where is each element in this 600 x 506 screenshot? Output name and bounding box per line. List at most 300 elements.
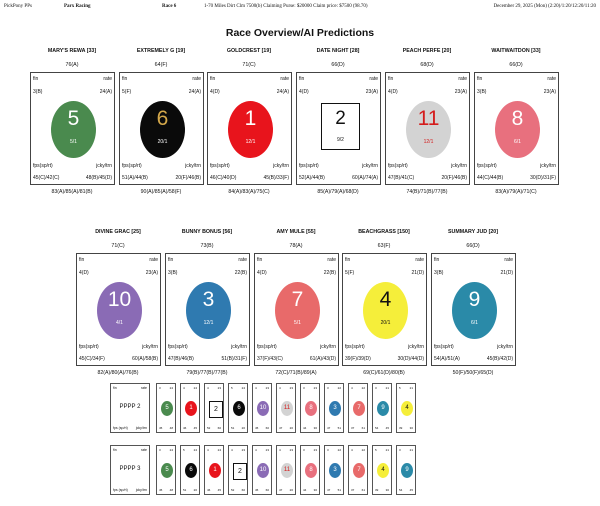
jcky-label: jcky/trn bbox=[231, 344, 247, 350]
rate-label: rate bbox=[547, 76, 556, 82]
fin-label: fin bbox=[113, 448, 117, 452]
fps-label: fps(sp/rt) bbox=[345, 344, 365, 350]
program-number: 6 bbox=[237, 405, 241, 411]
jcky-label: jcky/trn bbox=[185, 163, 201, 169]
fps-value: 45 bbox=[159, 488, 163, 492]
race-conditions: 1-70 Miles Dirt Clm 7500(b) Claiming Purse: $20000 Claim price: $7500 (98.70) bbox=[204, 4, 368, 9]
fin-value: 4 bbox=[255, 386, 257, 390]
fps-value: 37 bbox=[351, 488, 355, 492]
fps-value: 37(F)/43(C) bbox=[257, 356, 283, 362]
program-number: 5 bbox=[67, 107, 80, 130]
rate-label: rate bbox=[192, 76, 201, 82]
fps-value: 46(C)/40(D) bbox=[210, 175, 237, 181]
rate-value: 23 bbox=[265, 386, 269, 390]
rate-value: 24 bbox=[217, 448, 221, 452]
saddlecloth-oval bbox=[275, 282, 320, 339]
speed-figures: 74(B)/71(B)/77(B) bbox=[406, 189, 448, 195]
jcky-value: 60 bbox=[217, 426, 221, 430]
program-number: 7 bbox=[357, 467, 361, 473]
jcky-value: 51 bbox=[337, 488, 341, 492]
fps-value: 44 bbox=[303, 426, 307, 430]
rate-value: 24 bbox=[169, 386, 173, 390]
rate-value: 22(B) bbox=[323, 270, 336, 276]
rate-value: 24 bbox=[241, 386, 245, 390]
jcky-value: 45(B)/33(F) bbox=[263, 175, 289, 181]
fin-value: 4 bbox=[351, 386, 353, 390]
rate-label: rate bbox=[369, 76, 378, 82]
saddlecloth-oval bbox=[185, 463, 197, 478]
fin-value: 4 bbox=[351, 448, 353, 452]
morning-line-odds: 20/1 bbox=[380, 320, 391, 326]
rate-value: 24 bbox=[193, 386, 197, 390]
rate-value: 22 bbox=[361, 448, 365, 452]
program-number: 4 bbox=[381, 467, 385, 473]
program-number: 2 bbox=[238, 468, 242, 475]
jcky-value: 30 bbox=[385, 488, 389, 492]
fps-value: 46 bbox=[207, 488, 211, 492]
rate-value: 23 bbox=[289, 386, 293, 390]
speed-figures: 82(A)/80(A)/76(B) bbox=[97, 370, 139, 376]
horse-name: AMY MULE [55] bbox=[276, 229, 316, 235]
program-number: 2 bbox=[214, 406, 218, 413]
fps-value: 44(C)/44(B) bbox=[477, 175, 504, 181]
jcky-value: 60 bbox=[241, 488, 245, 492]
saddlecloth-box bbox=[233, 463, 247, 480]
saddlecloth-box bbox=[321, 103, 360, 150]
horse-card[interactable] bbox=[385, 72, 470, 185]
fin-value: 4(D) bbox=[388, 89, 398, 95]
jcky-value: 51(B)/31(F) bbox=[221, 356, 247, 362]
pppp-mini-card[interactable] bbox=[228, 383, 248, 433]
fps-label: fps(sp/rt) bbox=[257, 344, 277, 350]
fps-value: 54 bbox=[399, 488, 403, 492]
horse-rating: 66(D) bbox=[509, 62, 523, 68]
jcky-value: 60(A)/58(B) bbox=[132, 356, 158, 362]
morning-line-odds: 5/1 bbox=[294, 320, 301, 326]
pppp-label: PPPP 2 bbox=[119, 404, 141, 410]
horse-name: SUMMARY JUD [20] bbox=[447, 229, 499, 235]
rate-value: 24 bbox=[169, 448, 173, 452]
app-name: PickPony PPs bbox=[4, 4, 32, 9]
jcky-value: 60 bbox=[265, 488, 269, 492]
pppp-mini-card[interactable] bbox=[372, 383, 392, 433]
pppp-mini-card[interactable] bbox=[228, 445, 248, 495]
rate-label: rate bbox=[415, 257, 424, 263]
pppp-label-card bbox=[110, 445, 150, 495]
fps-label: fps(sp/rt) bbox=[434, 344, 454, 350]
fps-value: 51 bbox=[183, 488, 187, 492]
horse-card[interactable] bbox=[207, 72, 292, 185]
rate-label: rate bbox=[504, 257, 513, 263]
fin-value: 5(F) bbox=[122, 89, 132, 95]
speed-figures: 83(A)/85(A)/81(B) bbox=[51, 189, 93, 195]
saddlecloth-oval bbox=[452, 282, 497, 339]
program-number: 10 bbox=[259, 405, 267, 411]
fin-value: 3 bbox=[327, 448, 329, 452]
pppp-mini-card[interactable] bbox=[156, 445, 176, 495]
horse-rating: 76(A) bbox=[65, 62, 79, 68]
fin-value: 3 bbox=[375, 386, 377, 390]
horse-name: DIVINE GRAC [25] bbox=[95, 229, 141, 235]
speed-figures: 50(F)/50(F)/65(D) bbox=[452, 370, 494, 376]
saddlecloth-oval bbox=[281, 463, 293, 478]
morning-line-odds: 6/1 bbox=[471, 320, 478, 326]
saddlecloth-oval bbox=[161, 401, 173, 416]
fin-value: 3 bbox=[399, 448, 401, 452]
rate-value: 24(A) bbox=[188, 89, 201, 95]
jcky-label: jcky/trn bbox=[135, 426, 147, 430]
fps-label: fps(sp/rt) bbox=[477, 163, 497, 169]
fps-value: 46 bbox=[183, 426, 187, 430]
speed-figures: 85(A)/79(A)/68(D) bbox=[317, 189, 359, 195]
jcky-value: 48 bbox=[169, 488, 173, 492]
fps-label: fps (sp/rt) bbox=[113, 426, 128, 430]
program-number: 5 bbox=[165, 405, 169, 411]
horse-name: BEACHGRASS [150] bbox=[358, 229, 410, 235]
rate-label: rate bbox=[103, 76, 112, 82]
jcky-value: 48 bbox=[169, 426, 173, 430]
saddlecloth-oval bbox=[305, 463, 317, 478]
fin-label: fin bbox=[345, 257, 351, 263]
pppp-mini-card[interactable] bbox=[348, 383, 368, 433]
fps-value: 51 bbox=[231, 426, 235, 430]
jcky-value: 30(D)/31(F) bbox=[530, 175, 556, 181]
fps-value: 37 bbox=[351, 426, 355, 430]
saddlecloth-oval bbox=[495, 101, 540, 158]
fin-label: fin bbox=[33, 76, 39, 82]
fin-label: fin bbox=[257, 257, 263, 263]
saddlecloth-oval bbox=[401, 463, 413, 478]
rate-value: 21 bbox=[385, 448, 389, 452]
jcky-value: 20 bbox=[289, 426, 293, 430]
pppp-mini-card[interactable] bbox=[324, 383, 344, 433]
program-number: 3 bbox=[202, 288, 215, 311]
track-name: Parx Racing bbox=[64, 4, 91, 9]
rate-value: 21(D) bbox=[500, 270, 513, 276]
morning-line-odds: 20/1 bbox=[157, 139, 168, 145]
fps-value: 54(A)/51(A) bbox=[434, 356, 460, 362]
fps-value: 47 bbox=[279, 488, 283, 492]
jcky-value: 20 bbox=[241, 426, 245, 430]
rate-value: 21 bbox=[385, 386, 389, 390]
program-number: 8 bbox=[309, 467, 313, 473]
horse-name: DATE NIGHT [28] bbox=[316, 48, 360, 54]
rate-value: 23 bbox=[313, 386, 317, 390]
fin-label: fin bbox=[168, 257, 174, 263]
rate-value: 22 bbox=[337, 386, 341, 390]
horse-card[interactable] bbox=[30, 72, 115, 185]
rate-value: 23 bbox=[241, 448, 245, 452]
saddlecloth-oval bbox=[377, 463, 389, 478]
pppp-mini-card[interactable] bbox=[396, 445, 416, 495]
pppp-mini-card[interactable] bbox=[252, 445, 272, 495]
rate-value: 23(A) bbox=[365, 89, 378, 95]
fps-label: fps(sp/rt) bbox=[168, 344, 188, 350]
rate-value: 23 bbox=[217, 386, 221, 390]
saddlecloth-oval bbox=[185, 401, 197, 416]
saddlecloth-oval bbox=[353, 401, 365, 416]
fps-value: 51(A)/44(B) bbox=[122, 175, 148, 181]
saddlecloth-oval bbox=[233, 401, 245, 416]
horse-rating: 71(C) bbox=[111, 243, 125, 249]
jcky-label: jcky/trn bbox=[497, 344, 513, 350]
saddlecloth-oval bbox=[329, 463, 341, 478]
morning-line-odds: 9/2 bbox=[337, 137, 344, 143]
pppp-mini-card[interactable] bbox=[204, 383, 224, 433]
horse-name: EXTREMELY G [19] bbox=[136, 48, 186, 54]
horse-rating: 63(F) bbox=[377, 243, 391, 249]
saddlecloth-oval bbox=[140, 101, 185, 158]
jcky-value: 45 bbox=[217, 488, 221, 492]
speed-figures: 90(A)/85(A)/58(F) bbox=[140, 189, 182, 195]
jcky-label: jcky/trn bbox=[451, 163, 467, 169]
fin-label: fin bbox=[299, 76, 305, 82]
program-number: 8 bbox=[309, 405, 313, 411]
morning-line-odds: 5/1 bbox=[70, 139, 77, 145]
horse-card[interactable] bbox=[254, 253, 339, 366]
jcky-value: 45 bbox=[193, 426, 197, 430]
fps-label: fps (sp/rt) bbox=[113, 488, 128, 492]
morning-line-odds: 4/1 bbox=[116, 320, 123, 326]
jcky-value: 61(A)/43(D) bbox=[309, 356, 336, 362]
jcky-value: 30 bbox=[409, 426, 413, 430]
jcky-label: jcky/trn bbox=[408, 344, 424, 350]
jcky-label: jcky/trn bbox=[362, 163, 378, 169]
horse-name: PEACH PERFE [20] bbox=[402, 48, 452, 54]
fin-value: 5 bbox=[231, 386, 233, 390]
saddlecloth-oval bbox=[97, 282, 142, 339]
saddlecloth-oval bbox=[257, 463, 269, 478]
race-number: Race 6 bbox=[162, 4, 177, 9]
saddlecloth-oval bbox=[186, 282, 231, 339]
jcky-value: 60(A)/74(A) bbox=[352, 175, 378, 181]
program-number: 11 bbox=[283, 467, 291, 473]
program-number: 9 bbox=[405, 467, 409, 473]
fin-value: 3(B) bbox=[434, 270, 444, 276]
pppp-label: PPPP 3 bbox=[119, 466, 141, 472]
horse-rating: 66(D) bbox=[466, 243, 480, 249]
fps-label: fps(sp/rt) bbox=[122, 163, 142, 169]
fps-value: 52(A)/44(B) bbox=[299, 175, 325, 181]
program-number: 4 bbox=[379, 288, 392, 311]
rate-label: rate bbox=[238, 257, 247, 263]
fin-value: 4(D) bbox=[79, 270, 89, 276]
horse-card[interactable] bbox=[76, 253, 161, 366]
morning-line-odds: 12/1 bbox=[423, 139, 434, 145]
fps-value: 45 bbox=[255, 426, 259, 430]
fps-label: fps(sp/rt) bbox=[388, 163, 408, 169]
speed-figures: 69(C)/61(D)/80(B) bbox=[363, 370, 405, 376]
pppp-mini-card[interactable] bbox=[348, 445, 368, 495]
fps-value: 45 bbox=[159, 426, 163, 430]
fin-value: 4(D) bbox=[299, 89, 309, 95]
horse-rating: 71(C) bbox=[242, 62, 256, 68]
fin-value: 4 bbox=[279, 448, 281, 452]
fin-value: 4 bbox=[279, 386, 281, 390]
program-number: 2 bbox=[335, 108, 346, 129]
morning-line-odds: 12/1 bbox=[203, 320, 214, 326]
program-number: 9 bbox=[468, 288, 481, 311]
jcky-label: jcky/trn bbox=[273, 163, 289, 169]
rate-value: 23(A) bbox=[543, 89, 556, 95]
saddlecloth-oval bbox=[305, 401, 317, 416]
pppp-mini-card[interactable] bbox=[396, 383, 416, 433]
pppp-mini-card[interactable] bbox=[300, 445, 320, 495]
horse-rating: 68(D) bbox=[420, 62, 434, 68]
rate-value: 22 bbox=[337, 448, 341, 452]
fin-label: fin bbox=[210, 76, 216, 82]
fps-value: 45(C)/42(C) bbox=[33, 175, 60, 181]
fin-value: 5(F) bbox=[345, 270, 355, 276]
fps-value: 47 bbox=[279, 426, 283, 430]
program-number: 9 bbox=[381, 405, 385, 411]
program-number: 5 bbox=[165, 467, 169, 473]
program-number: 11 bbox=[417, 107, 440, 130]
saddlecloth-oval bbox=[228, 101, 273, 158]
pppp-mini-card[interactable] bbox=[180, 383, 200, 433]
pppp-mini-card[interactable] bbox=[276, 383, 296, 433]
rate-label: rate bbox=[458, 76, 467, 82]
fin-value: 5 bbox=[183, 448, 185, 452]
fin-value: 3 bbox=[159, 386, 161, 390]
program-number: 6 bbox=[156, 107, 169, 130]
program-number: 6 bbox=[189, 467, 193, 473]
fps-value: 47(B)/41(C) bbox=[388, 175, 415, 181]
saddlecloth-oval bbox=[406, 101, 451, 158]
saddlecloth-oval bbox=[51, 101, 96, 158]
top-header bbox=[4, 2, 596, 14]
jcky-label: jcky/trn bbox=[135, 488, 147, 492]
rate-value: 23(A) bbox=[454, 89, 467, 95]
fin-value: 3 bbox=[303, 448, 305, 452]
saddlecloth-oval bbox=[257, 401, 269, 416]
program-number: 7 bbox=[291, 288, 304, 311]
rate-label: rate bbox=[149, 257, 158, 263]
fps-label: fps(sp/rt) bbox=[299, 163, 319, 169]
jcky-label: jcky/trn bbox=[142, 344, 158, 350]
jcky-value: 45 bbox=[385, 426, 389, 430]
horse-rating: 66(D) bbox=[331, 62, 345, 68]
fin-value: 4(D) bbox=[210, 89, 220, 95]
program-number: 10 bbox=[107, 288, 132, 311]
pppp-mini-card[interactable] bbox=[276, 445, 296, 495]
program-number: 8 bbox=[511, 107, 524, 130]
horse-name: GOLDCREST [19] bbox=[226, 48, 272, 54]
fin-value: 3 bbox=[327, 386, 329, 390]
horse-card[interactable] bbox=[119, 72, 204, 185]
program-number: 11 bbox=[283, 405, 291, 411]
program-number: 1 bbox=[189, 405, 193, 411]
program-number: 3 bbox=[333, 405, 337, 411]
pppp-mini-card[interactable] bbox=[372, 445, 392, 495]
pppp-mini-card[interactable] bbox=[156, 383, 176, 433]
jcky-value: 30(D)/44(D) bbox=[397, 356, 424, 362]
fin-label: fin bbox=[388, 76, 394, 82]
pppp-mini-card[interactable] bbox=[204, 445, 224, 495]
saddlecloth-oval bbox=[329, 401, 341, 416]
horse-card[interactable] bbox=[165, 253, 250, 366]
morning-line-odds: 6/1 bbox=[514, 139, 521, 145]
jcky-value: 20(F)/46(B) bbox=[175, 175, 201, 181]
fps-value: 47 bbox=[327, 488, 331, 492]
pppp-mini-card[interactable] bbox=[300, 383, 320, 433]
fps-value: 39 bbox=[375, 488, 379, 492]
jcky-value: 20 bbox=[193, 488, 197, 492]
fps-value: 44 bbox=[303, 488, 307, 492]
fin-label: fin bbox=[477, 76, 483, 82]
speed-figures: 72(C)/71(B)/89(A) bbox=[275, 370, 317, 376]
fps-label: fps(sp/rt) bbox=[79, 344, 99, 350]
horse-card[interactable] bbox=[431, 253, 516, 366]
fin-value: 4 bbox=[207, 448, 209, 452]
rate-value: 23(A) bbox=[145, 270, 158, 276]
pppp-mini-card[interactable] bbox=[180, 445, 200, 495]
fin-value: 5 bbox=[399, 386, 401, 390]
speed-figures: 83(A)/79(A)/71(C) bbox=[495, 189, 537, 195]
fps-value: 45 bbox=[255, 488, 259, 492]
jcky-value: 48(B)/45(D) bbox=[85, 175, 112, 181]
jcky-value: 20(F)/46(B) bbox=[441, 175, 467, 181]
horse-name: BUNNY BONUS [56] bbox=[181, 229, 233, 235]
fin-value: 4 bbox=[207, 386, 209, 390]
fin-label: fin bbox=[434, 257, 440, 263]
rate-value: 21 bbox=[409, 386, 413, 390]
jcky-value: 30 bbox=[313, 488, 317, 492]
horse-card[interactable] bbox=[474, 72, 559, 185]
rate-label: rate bbox=[280, 76, 289, 82]
horse-rating: 78(A) bbox=[289, 243, 303, 249]
race-date: December 29, 2025 (Mon) (2:20)/1:20/12:20/11:20 bbox=[493, 4, 596, 9]
fin-value: 3(B) bbox=[33, 89, 43, 95]
pppp-mini-card[interactable] bbox=[252, 383, 272, 433]
saddlecloth-oval bbox=[353, 463, 365, 478]
speed-figures: 79(B)/77(B)/77(B) bbox=[186, 370, 228, 376]
saddlecloth-box bbox=[209, 401, 223, 418]
fin-label: fin bbox=[113, 386, 117, 390]
jcky-value: 30 bbox=[313, 426, 317, 430]
program-number: 3 bbox=[333, 467, 337, 473]
fps-value: 45(C)/34(F) bbox=[79, 356, 105, 362]
rate-label: rate bbox=[140, 386, 147, 390]
horse-card[interactable] bbox=[342, 253, 427, 366]
rate-value: 22 bbox=[361, 386, 365, 390]
jcky-value: 51 bbox=[337, 426, 341, 430]
fps-label: fps(sp/rt) bbox=[210, 163, 230, 169]
page-title: Race Overview/AI Predictions bbox=[225, 27, 375, 39]
rate-value: 21(D) bbox=[411, 270, 424, 276]
pppp-mini-card[interactable] bbox=[324, 445, 344, 495]
fin-value: 5 bbox=[375, 448, 377, 452]
fps-value: 47 bbox=[327, 426, 331, 430]
saddlecloth-oval bbox=[401, 401, 413, 416]
fps-value: 47(B)/46(B) bbox=[168, 356, 194, 362]
horse-rating: 64(F) bbox=[154, 62, 168, 68]
program-number: 4 bbox=[405, 405, 409, 411]
rate-value: 22(B) bbox=[234, 270, 247, 276]
fps-value: 52 bbox=[207, 426, 211, 430]
saddlecloth-oval bbox=[281, 401, 293, 416]
fin-value: 3(B) bbox=[168, 270, 178, 276]
fin-value: 4 bbox=[183, 386, 185, 390]
fin-value: 3(B) bbox=[477, 89, 487, 95]
jcky-value: 45 bbox=[409, 488, 413, 492]
fin-value: 3 bbox=[303, 386, 305, 390]
fin-label: fin bbox=[79, 257, 85, 263]
program-number: 7 bbox=[357, 405, 361, 411]
saddlecloth-oval bbox=[363, 282, 408, 339]
horse-card[interactable] bbox=[296, 72, 381, 185]
rate-value: 24(A) bbox=[99, 89, 112, 95]
